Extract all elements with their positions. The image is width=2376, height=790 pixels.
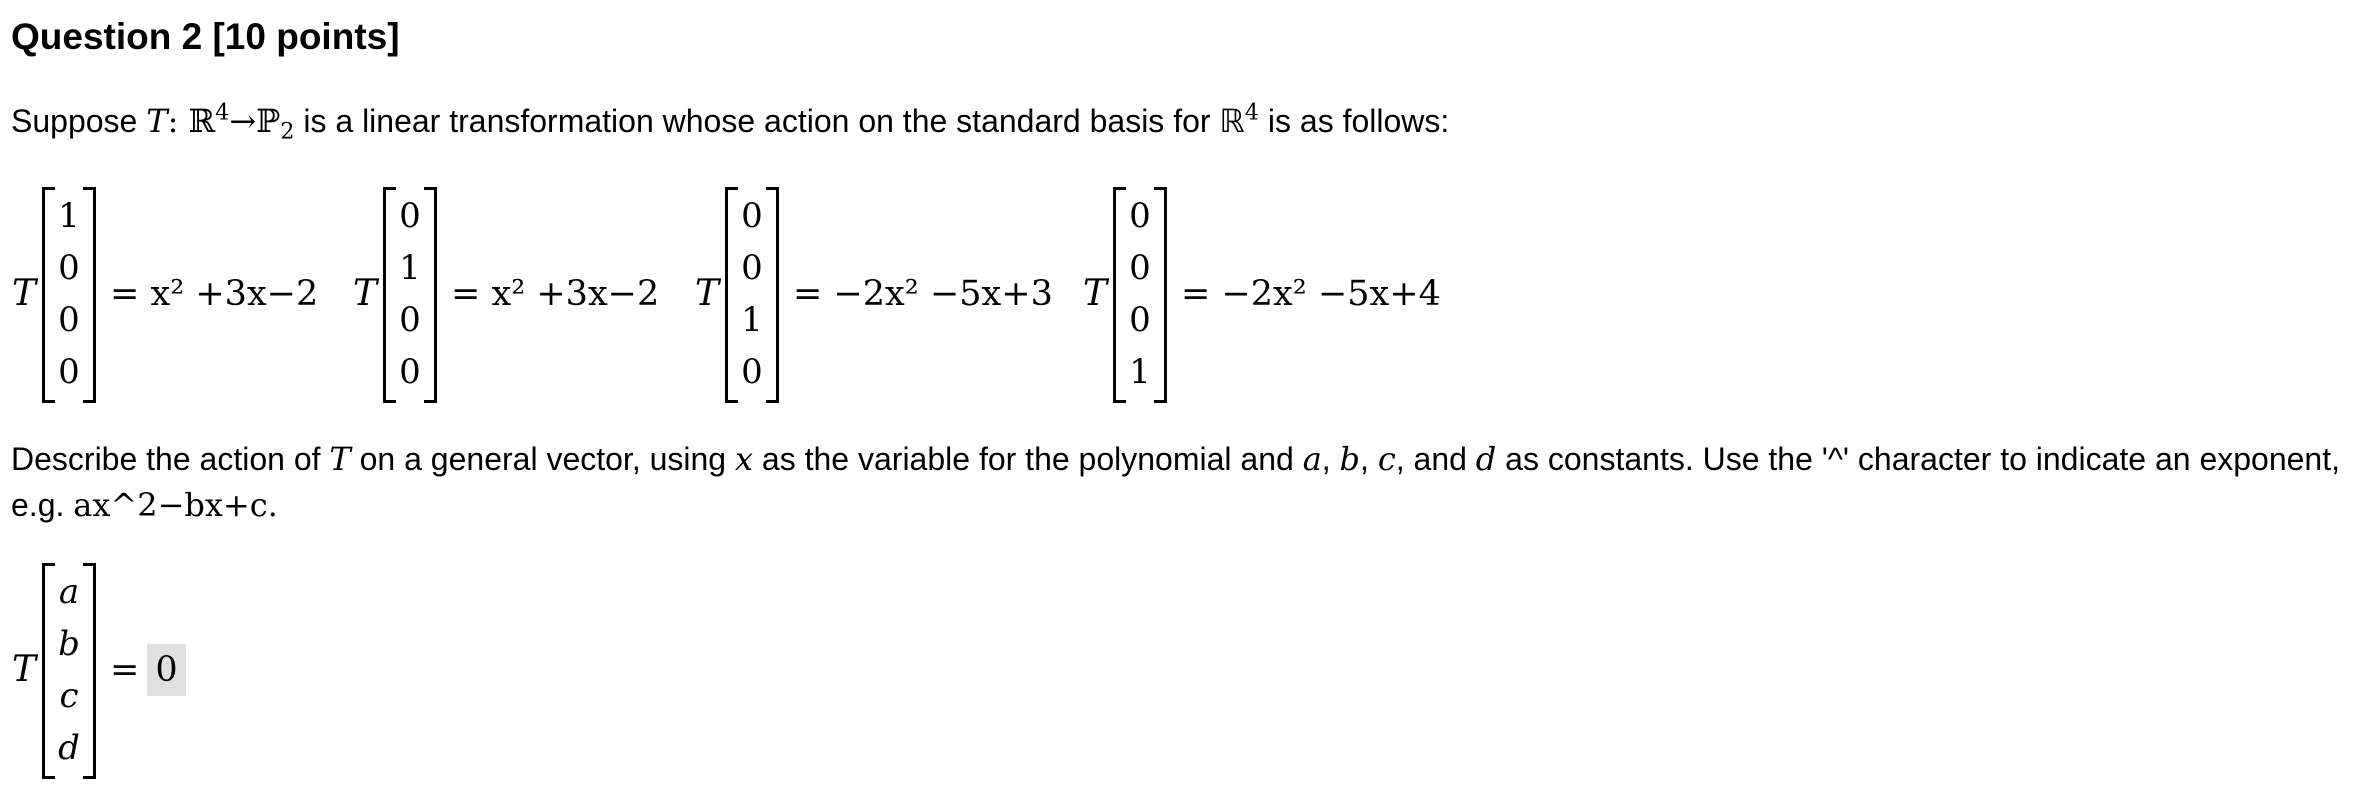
matrix-entry-a: a	[58, 572, 80, 612]
question-intro	[11, 96, 1449, 146]
matrix-entry: 0	[58, 248, 80, 288]
constant-d: d	[1475, 440, 1497, 478]
transform-symbol: T	[12, 273, 37, 314]
basis-vector-matrix	[1113, 190, 1167, 400]
codomain-subscript: 2	[280, 118, 295, 145]
instructions-part: on a general vector, using	[350, 441, 735, 477]
matrix-entry: 1	[1129, 352, 1151, 392]
transform-symbol: T	[12, 649, 37, 690]
basis-vector-matrix	[725, 190, 779, 400]
matrix-entry: 1	[58, 196, 80, 236]
matrix-entry: 0	[399, 196, 421, 236]
instructions-part: as constants. Use the '^' character to indicate an exponent, e.g.	[11, 441, 2340, 523]
intro-text-middle: is a linear transformation whose action on the standard basis for ℝ	[294, 103, 1245, 139]
matrix-entry: 1	[399, 248, 421, 288]
variable-x: x	[734, 440, 754, 478]
instructions-part: Describe the action of	[11, 441, 330, 477]
matrix-entry: 0	[399, 352, 421, 392]
basis-exponent: 4	[1244, 99, 1260, 126]
answer-input[interactable]: 0	[147, 644, 185, 696]
matrix-entry-c: c	[59, 676, 79, 716]
matrix-entry-b: b	[58, 624, 80, 664]
instructions-text	[11, 436, 2361, 528]
matrix-entry: 0	[58, 352, 80, 392]
matrix-entry: 0	[1129, 196, 1151, 236]
question-title: Question 2 [10 points]	[11, 16, 400, 57]
transform-symbol: T	[695, 273, 720, 314]
basis-vector-matrix	[42, 190, 96, 400]
constant-b: b	[1339, 440, 1361, 478]
map-symbol: T	[146, 102, 168, 140]
constant-c: c	[1377, 440, 1396, 478]
instructions-part: as the variable for the polynomial and	[753, 441, 1303, 477]
transform-symbol: T	[353, 273, 378, 314]
instructions-separator: , and	[1395, 441, 1476, 477]
transform-symbol: T	[329, 440, 351, 478]
codomain-symbol: →ℙ	[229, 102, 281, 140]
polynomial-result: = x² +3x−2	[451, 274, 660, 314]
transform-symbol: T	[1083, 273, 1108, 314]
polynomial-result: = x² +3x−2	[110, 274, 319, 314]
intro-text-before: Suppose	[11, 103, 147, 139]
answer-rhs	[110, 642, 186, 698]
basis-vector-matrix	[383, 190, 437, 400]
instructions-separator: ,	[1321, 441, 1340, 477]
example-expression: ax^2−bx+c	[73, 486, 268, 524]
constant-a: a	[1302, 440, 1322, 478]
matrix-entry: 0	[741, 196, 763, 236]
matrix-entry: 0	[1129, 248, 1151, 288]
polynomial-result: = −2x² −5x+3	[793, 274, 1053, 314]
general-vector-matrix	[42, 566, 96, 776]
matrix-entry: 0	[741, 248, 763, 288]
domain-exponent: 4	[215, 99, 230, 126]
matrix-entry: 0	[741, 352, 763, 392]
instructions-separator: ,	[1360, 441, 1378, 477]
matrix-entry: 0	[1129, 300, 1151, 340]
instructions-end: .	[267, 486, 278, 524]
equals-sign: =	[110, 650, 140, 690]
matrix-entry: 0	[399, 300, 421, 340]
intro-text-after: is as follows:	[1259, 103, 1450, 139]
matrix-entry-d: d	[58, 728, 80, 768]
polynomial-result: = −2x² −5x+4	[1181, 274, 1441, 314]
matrix-entry: 1	[741, 300, 763, 340]
domain-symbol: : ℝ	[167, 102, 216, 140]
matrix-entry: 0	[58, 300, 80, 340]
